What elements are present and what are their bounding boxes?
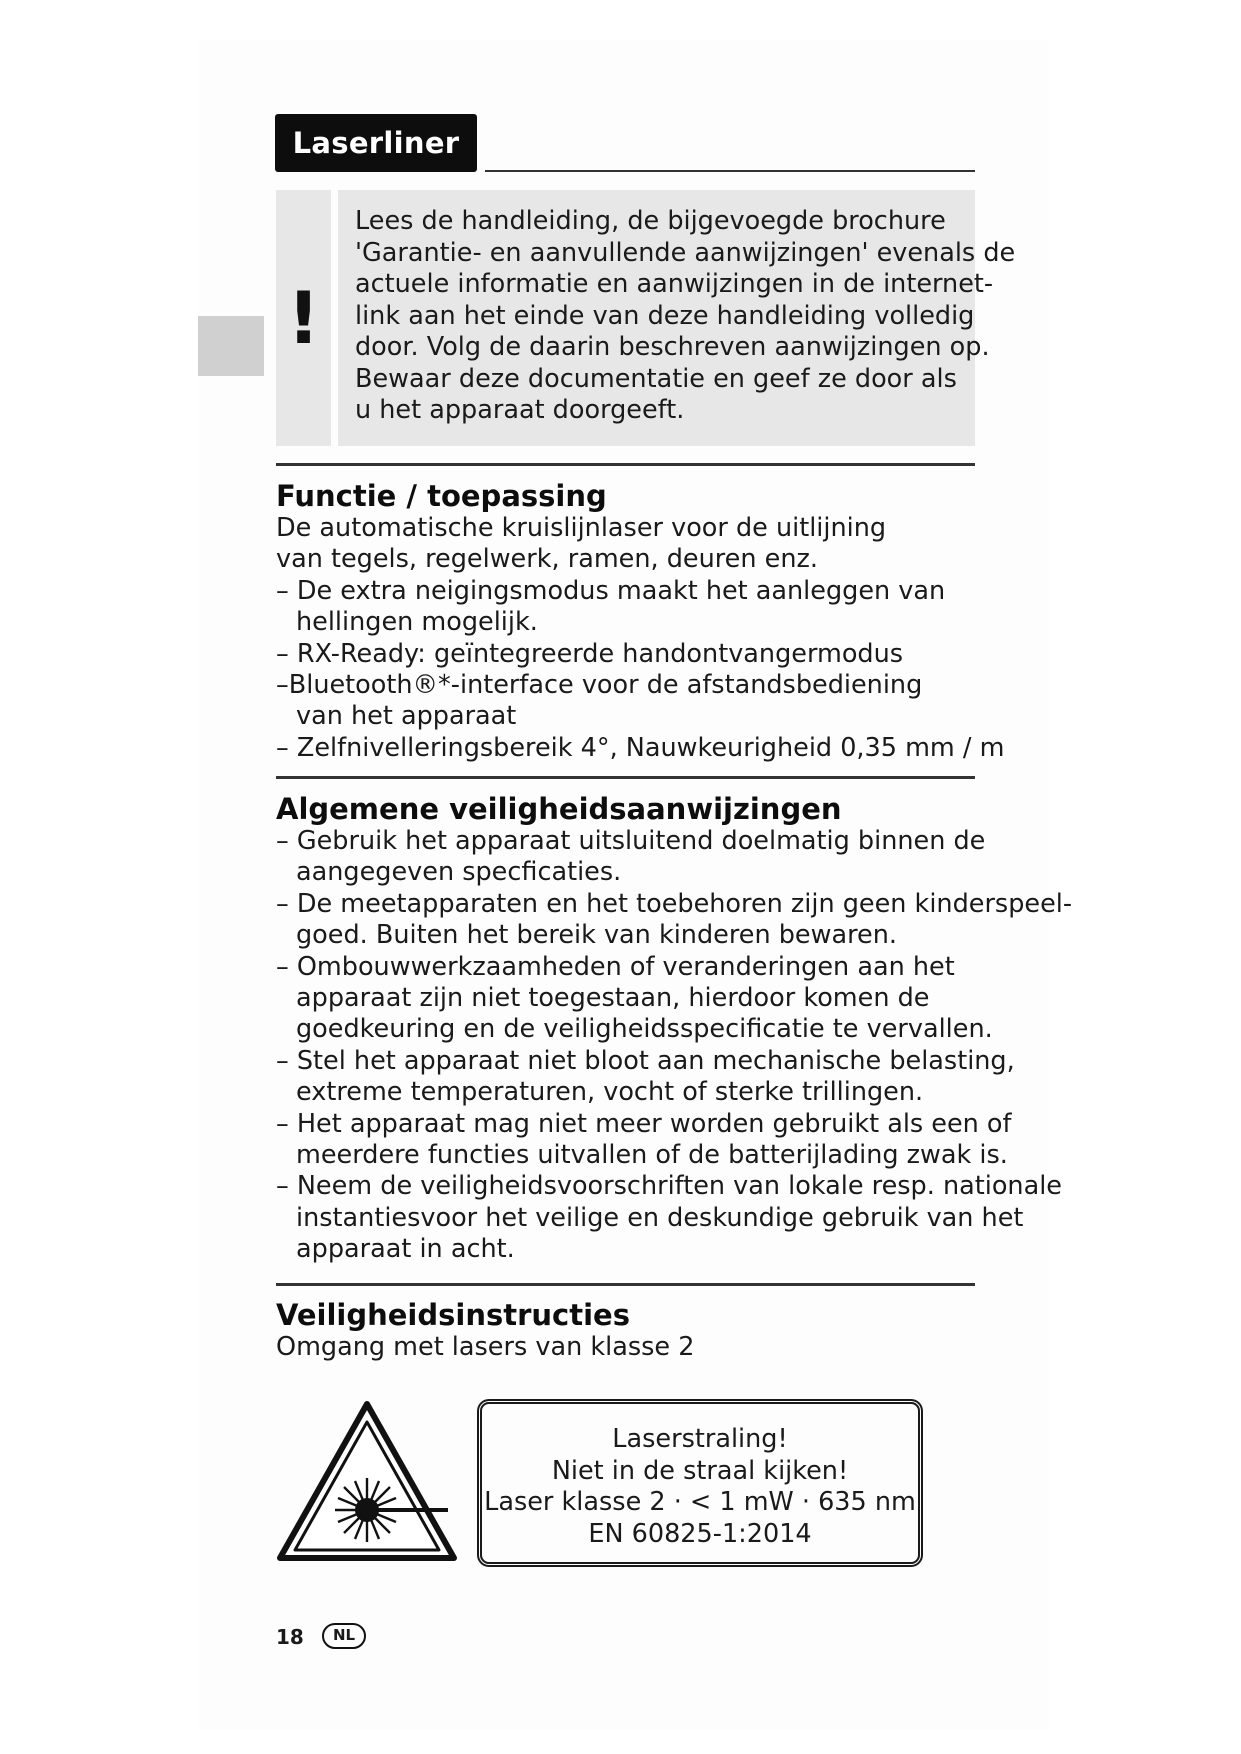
safety-bullet-continuation: extreme temperaturen, vocht of sterke trillingen. xyxy=(296,1077,924,1108)
function-bullet: – De extra neigingsmodus maakt het aanleggen van xyxy=(276,575,946,606)
safety-bullet: – Het apparaat mag niet meer worden gebruikt als een of xyxy=(276,1108,1012,1139)
function-bullet-continuation: hellingen mogelijk. xyxy=(296,607,538,638)
safety-bullet-continuation: instantiesvoor het veilige en deskundige gebruik van het xyxy=(296,1202,1024,1233)
safety-bullet-continuation: goedkeuring en de veiligheidsspecificatie te vervallen. xyxy=(296,1014,993,1045)
notice-line: Lees de handleiding, de bijgevoegde brochure xyxy=(355,206,946,236)
laser-label-line: Niet in de straal kijken! xyxy=(551,1455,849,1486)
section-divider xyxy=(276,1283,975,1286)
safety-bullet-continuation: apparaat zijn niet toegestaan, hierdoor komen de xyxy=(296,983,930,1014)
function-bullet: – Zelfnivelleringsbereik 4°, Nauwkeurigheid 0,35 mm / m xyxy=(276,732,1005,763)
notice-line: door. Volg de daarin beschreven aanwijzingen op. xyxy=(355,332,990,362)
notice-line: Bewaar deze documentatie en geef ze door als xyxy=(355,363,957,394)
laserliner-logo: Laserliner xyxy=(275,114,477,172)
chapter-tab-marker xyxy=(198,316,264,376)
function-line: De automatische kruislijnlaser voor de uitlijning xyxy=(276,513,887,543)
notice-line: 'Garantie- en aanvullende aanwijzingen' evenals de xyxy=(355,237,1016,268)
safety-bullet: – Ombouwwerkzaamheden of veranderingen aan het xyxy=(276,951,955,982)
function-line: van tegels, regelwerk, ramen, deuren enz. xyxy=(276,544,818,575)
section-divider xyxy=(276,463,975,466)
safety-bullet-continuation: goed. Buiten het bereik van kinderen bewaren. xyxy=(296,920,897,951)
page-number: 18 xyxy=(276,1625,304,1649)
safety-bullet-continuation: aangegeven specficaties. xyxy=(296,857,622,888)
safety-bullet: – De meetapparaten en het toebehoren zijn geen kinderspeel- xyxy=(276,888,1073,919)
notice-box xyxy=(338,190,1016,446)
safety-section xyxy=(276,792,1073,1266)
safety-bullet-continuation: meerdere functies uitvallen of de batterijlading zwak is. xyxy=(296,1140,1008,1171)
function-bullet: –Bluetooth®*-interface voor de afstandsbediening xyxy=(276,670,923,701)
notice-line: u het apparaat doorgeeft. xyxy=(355,395,685,425)
instructions-section xyxy=(276,1298,996,1363)
safety-bullet: – Stel het apparaat niet bloot aan mechanische belasting, xyxy=(276,1045,1015,1076)
laser-warning-icon xyxy=(276,1400,458,1563)
laser-label-line: EN 60825-1:2014 xyxy=(588,1518,812,1549)
instructions-title: Veiligheidsinstructies xyxy=(276,1298,630,1332)
laser-class-label xyxy=(480,1402,920,1564)
safety-bullet-continuation: apparaat in acht. xyxy=(296,1234,515,1265)
section-divider xyxy=(276,776,975,779)
notice-line: link aan het einde van deze handleiding volledig xyxy=(355,300,975,331)
laser-label-line: Laserstraling! xyxy=(612,1424,788,1454)
safety-title: Algemene veiligheidsaanwijzingen xyxy=(276,792,842,826)
notice-line: actuele informatie en aanwijzingen in de internet- xyxy=(355,269,994,299)
laser-label-line: Laser klasse 2 · < 1 mW · 635 nm xyxy=(484,1487,916,1517)
function-bullet: – RX-Ready: geïntegreerde handontvangermodus xyxy=(276,638,904,669)
safety-bullet: – Neem de veiligheidsvoorschriften van lokale resp. nationale xyxy=(276,1171,1062,1202)
instructions-subtitle: Omgang met lasers van klasse 2 xyxy=(276,1332,695,1362)
function-bullet-continuation: van het apparaat xyxy=(296,701,517,732)
function-section xyxy=(276,479,1005,764)
language-badge: NL xyxy=(322,1623,366,1649)
function-title: Functie / toepassing xyxy=(276,479,607,513)
exclamation-icon: ! xyxy=(276,190,331,446)
safety-bullet: – Gebruik het apparaat uitsluitend doelmatig binnen de xyxy=(276,826,986,856)
header-rule xyxy=(485,170,975,172)
